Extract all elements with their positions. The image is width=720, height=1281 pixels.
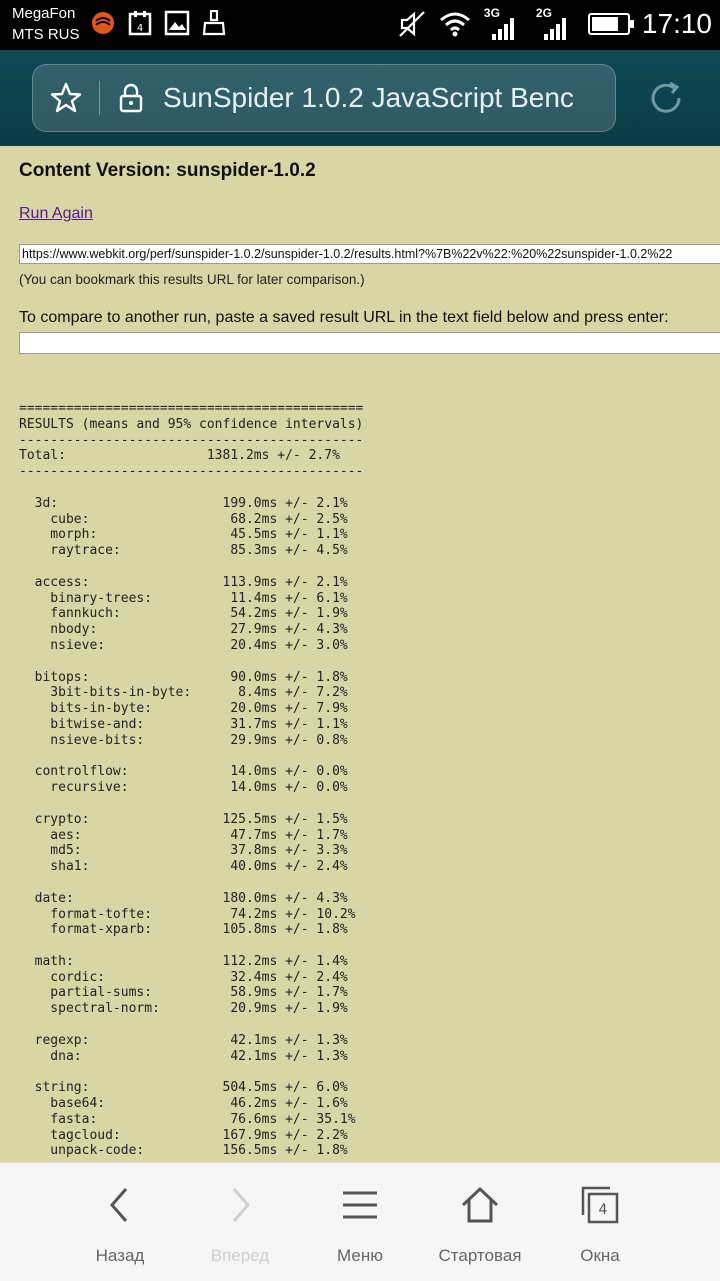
back-label: Назад [95, 1246, 145, 1265]
results-group-row: crypto: 125.5ms +/- 1.5% [34, 811, 348, 827]
results-total: Total: 1381.2ms +/- 2.7% [19, 448, 340, 464]
results-test-row: format-tofte: 74.2ms +/- 10.2% [50, 906, 356, 922]
bookmark-note: (You can bookmark this results URL for later comparison.) [19, 272, 365, 287]
cleaner-icon [202, 10, 226, 36]
results-test-row: binary-trees: 11.4ms +/- 6.1% [50, 590, 348, 606]
windows-icon [580, 1185, 620, 1225]
compare-instructions: To compare to another run, paste a saved result URL in the text field below and press enter: [19, 309, 669, 326]
app-notification-icon [90, 10, 116, 36]
divider [99, 81, 100, 115]
home-icon [460, 1185, 500, 1225]
results-table [19, 401, 363, 1162]
signal-2g [536, 6, 576, 42]
forward-label: Вперед [210, 1246, 270, 1265]
results-test-row: md5: 37.8ms +/- 3.3% [50, 843, 348, 859]
notification-icons [90, 10, 226, 36]
reload-icon[interactable] [646, 78, 686, 118]
lock-icon [119, 83, 143, 113]
results-test-row: sha1: 40.0ms +/- 2.4% [50, 859, 348, 875]
results-test-row: raytrace: 85.3ms +/- 4.5% [50, 543, 348, 559]
results-test-row: cube: 68.2ms +/- 2.5% [50, 511, 348, 527]
results-test-row: aes: 47.7ms +/- 1.7% [50, 827, 348, 843]
results-group-row: string: 504.5ms +/- 6.0% [34, 1080, 348, 1096]
results-test-row: bitwise-and: 31.7ms +/- 1.1% [50, 716, 348, 732]
results-test-row: nsieve: 20.4ms +/- 3.0% [50, 637, 348, 653]
chevron-right-icon [220, 1185, 260, 1225]
svg-text:4: 4 [136, 23, 144, 34]
signal-bars-icon [544, 18, 566, 40]
content-version: Content Version: sunspider-1.0.2 [19, 160, 316, 181]
menu-icon [340, 1185, 380, 1225]
signal-bars-icon [492, 18, 514, 40]
compare-url-field[interactable] [19, 332, 720, 354]
clock: 17:10 [641, 8, 712, 39]
results-group-row: regexp: 42.1ms +/- 1.3% [34, 1032, 348, 1048]
results-url-field[interactable] [19, 244, 720, 264]
results-test-row: fannkuch: 54.2ms +/- 1.9% [50, 606, 348, 622]
results-test-row: unpack-code: 156.5ms +/- 1.8% [50, 1143, 348, 1159]
results-group-row: 3d: 199.0ms +/- 2.1% [34, 495, 348, 511]
results-group-row: controlflow: 14.0ms +/- 0.0% [34, 764, 348, 780]
carrier-1: MegaFon [12, 5, 76, 22]
windows-label: Окна [580, 1246, 620, 1265]
results-group-row: date: 180.0ms +/- 4.3% [34, 890, 348, 906]
battery-icon [588, 13, 630, 35]
mute-icon [398, 10, 426, 38]
results-test-row: bits-in-byte: 20.0ms +/- 7.9% [50, 701, 348, 717]
results-test-row: nsieve-bits: 29.9ms +/- 0.8% [50, 732, 348, 748]
results-test-row: recursive: 14.0ms +/- 0.0% [50, 780, 348, 796]
page-title[interactable]: SunSpider 1.0.2 JavaScript Benc [163, 82, 574, 113]
calendar-icon [128, 10, 152, 36]
address-bar[interactable] [32, 64, 616, 132]
results-test-row: format-xparb: 105.8ms +/- 1.8% [50, 922, 348, 938]
windows-button[interactable] [528, 1163, 672, 1281]
results-test-row: cordic: 32.4ms +/- 2.4% [50, 969, 348, 985]
results-group-row: math: 112.2ms +/- 1.4% [34, 953, 348, 969]
browser-toolbar [0, 50, 720, 146]
results-test-row: tagcloud: 167.9ms +/- 2.2% [50, 1127, 348, 1143]
bottom-navigation [0, 1162, 720, 1281]
results-test-row: spectral-norm: 20.9ms +/- 1.9% [50, 1001, 348, 1017]
results-test-row: base64: 46.2ms +/- 1.6% [50, 1096, 348, 1112]
wifi-icon [438, 10, 472, 38]
results-test-row: partial-sums: 58.9ms +/- 1.7% [50, 985, 348, 1001]
results-test-row: morph: 45.5ms +/- 1.1% [50, 527, 348, 543]
results-group-row: bitops: 90.0ms +/- 1.8% [34, 669, 348, 685]
network-type-2: 2G [535, 6, 552, 20]
results-rule: ============================================ [19, 401, 364, 416]
results-header: RESULTS (means and 95% confidence intervals) [19, 416, 364, 432]
results-test-row: 3bit-bits-in-byte: 8.4ms +/- 7.2% [50, 685, 348, 701]
results-rule: -------------------------------------------- [19, 464, 364, 480]
signal-3g [484, 6, 524, 42]
results-group-row: access: 113.9ms +/- 2.1% [34, 574, 348, 590]
image-icon [164, 10, 190, 36]
menu-label: Меню [337, 1246, 383, 1265]
home-label: Стартовая [438, 1246, 522, 1265]
results-test-row: nbody: 27.9ms +/- 4.3% [50, 622, 348, 638]
network-type-1: 3G [483, 6, 500, 20]
results-rule: -------------------------------------------- [19, 432, 364, 448]
status-bar [0, 0, 720, 50]
web-content [0, 146, 720, 1162]
windows-count: 4 [598, 1202, 608, 1218]
carrier-2: MTS RUS [12, 26, 80, 43]
carrier-info [12, 3, 80, 45]
system-icons [398, 6, 712, 42]
run-again-link[interactable]: Run Again [19, 205, 93, 222]
star-icon[interactable] [49, 81, 83, 115]
chevron-left-icon [100, 1185, 140, 1225]
results-test-row: dna: 42.1ms +/- 1.3% [50, 1048, 348, 1064]
results-test-row: fasta: 76.6ms +/- 35.1% [50, 1111, 356, 1127]
